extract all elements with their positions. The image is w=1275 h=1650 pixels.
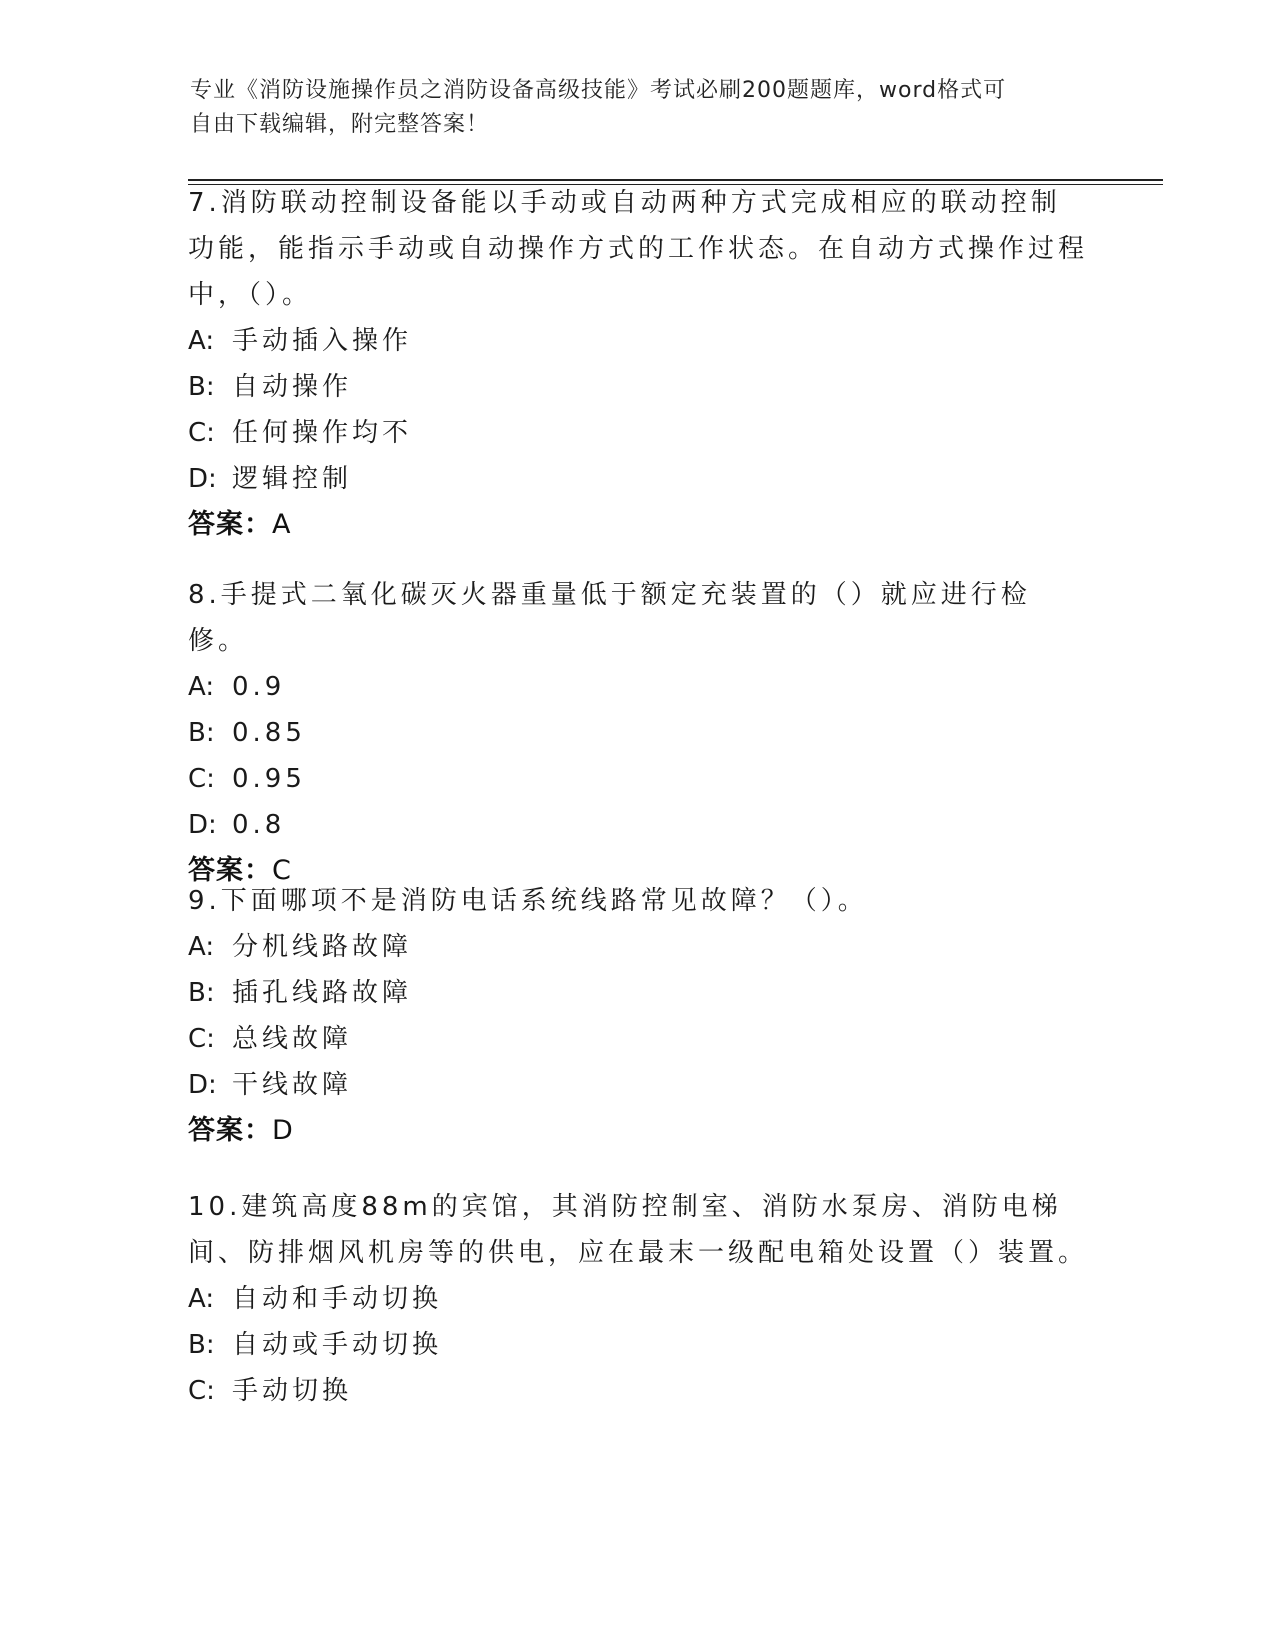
option-key: D: [188, 810, 217, 840]
option-key: C: [188, 1376, 215, 1406]
option-key: B: [188, 372, 215, 402]
option-text: 插孔线路故障 [232, 978, 413, 1008]
question-stem: 7.消防联动控制设备能以手动或自动两种方式完成相应的联动控制功能，能指示手动或自动操作方式的工作状态。在自动方式操作过程中，（）。 [188, 188, 1089, 310]
answer-label: 答案： [188, 855, 272, 886]
answer-value: D [272, 1115, 294, 1146]
document-header [190, 74, 1090, 142]
question-stem: 10.建筑高度88m的宾馆，其消防控制室、消防水泵房、消防电梯间、防排烟风机房等的供电，应在最末一级配电箱处设置（）装置。 [188, 1192, 1089, 1268]
option-a [188, 924, 1088, 970]
option-c [188, 410, 1088, 456]
header-line-2: 自由下载编辑，附完整答案！ [190, 112, 490, 137]
option-b [188, 1322, 1088, 1368]
option-a [188, 664, 1088, 710]
option-b [188, 710, 1088, 756]
option-a [188, 1276, 1088, 1322]
option-c [188, 756, 1088, 802]
option-key: A: [188, 672, 215, 702]
answer-line [188, 1108, 1088, 1154]
question-stem: 9.下面哪项不是消防电话系统线路常见故障？（）。 [188, 886, 868, 916]
option-b [188, 970, 1088, 1016]
option-text: 0.95 [232, 764, 306, 794]
question-8 [188, 572, 1088, 894]
option-text: 0.8 [232, 810, 286, 840]
question-7 [188, 180, 1088, 548]
option-text: 手动切换 [232, 1376, 353, 1406]
option-b [188, 364, 1088, 410]
option-text: 0.85 [232, 718, 306, 748]
option-key: B: [188, 1330, 215, 1360]
header-line-1: 专业《消防设施操作员之消防设备高级技能》考试必刷200题题库，word格式可 [190, 78, 1007, 103]
question-stem: 8.手提式二氧化碳灭火器重量低于额定充装置的（）就应进行检修。 [188, 580, 1031, 656]
option-key: C: [188, 418, 215, 448]
option-key: D: [188, 464, 217, 494]
option-key: B: [188, 978, 215, 1008]
option-c [188, 1016, 1088, 1062]
answer-value: C [272, 855, 292, 886]
option-text: 干线故障 [232, 1070, 353, 1100]
option-text: 手动插入操作 [232, 326, 413, 356]
option-key: C: [188, 1024, 215, 1054]
option-a [188, 318, 1088, 364]
option-d [188, 802, 1088, 848]
option-d [188, 456, 1088, 502]
answer-label: 答案： [188, 509, 272, 540]
option-key: C: [188, 764, 215, 794]
option-key: A: [188, 1284, 215, 1314]
option-text: 任何操作均不 [232, 418, 413, 448]
option-text: 分机线路故障 [232, 932, 413, 962]
answer-label: 答案： [188, 1115, 272, 1146]
question-9 [188, 878, 1088, 1154]
option-key: D: [188, 1070, 217, 1100]
question-10 [188, 1184, 1088, 1414]
answer-value: A [272, 509, 292, 540]
option-text: 0.9 [232, 672, 286, 702]
option-key: A: [188, 932, 215, 962]
option-text: 自动和手动切换 [232, 1284, 443, 1314]
option-text: 逻辑控制 [232, 464, 353, 494]
option-key: B: [188, 718, 215, 748]
answer-line [188, 502, 1088, 548]
option-d [188, 1062, 1088, 1108]
option-text: 自动或手动切换 [232, 1330, 443, 1360]
option-key: A: [188, 326, 215, 356]
option-c [188, 1368, 1088, 1414]
option-text: 自动操作 [232, 372, 353, 402]
option-text: 总线故障 [232, 1024, 353, 1054]
